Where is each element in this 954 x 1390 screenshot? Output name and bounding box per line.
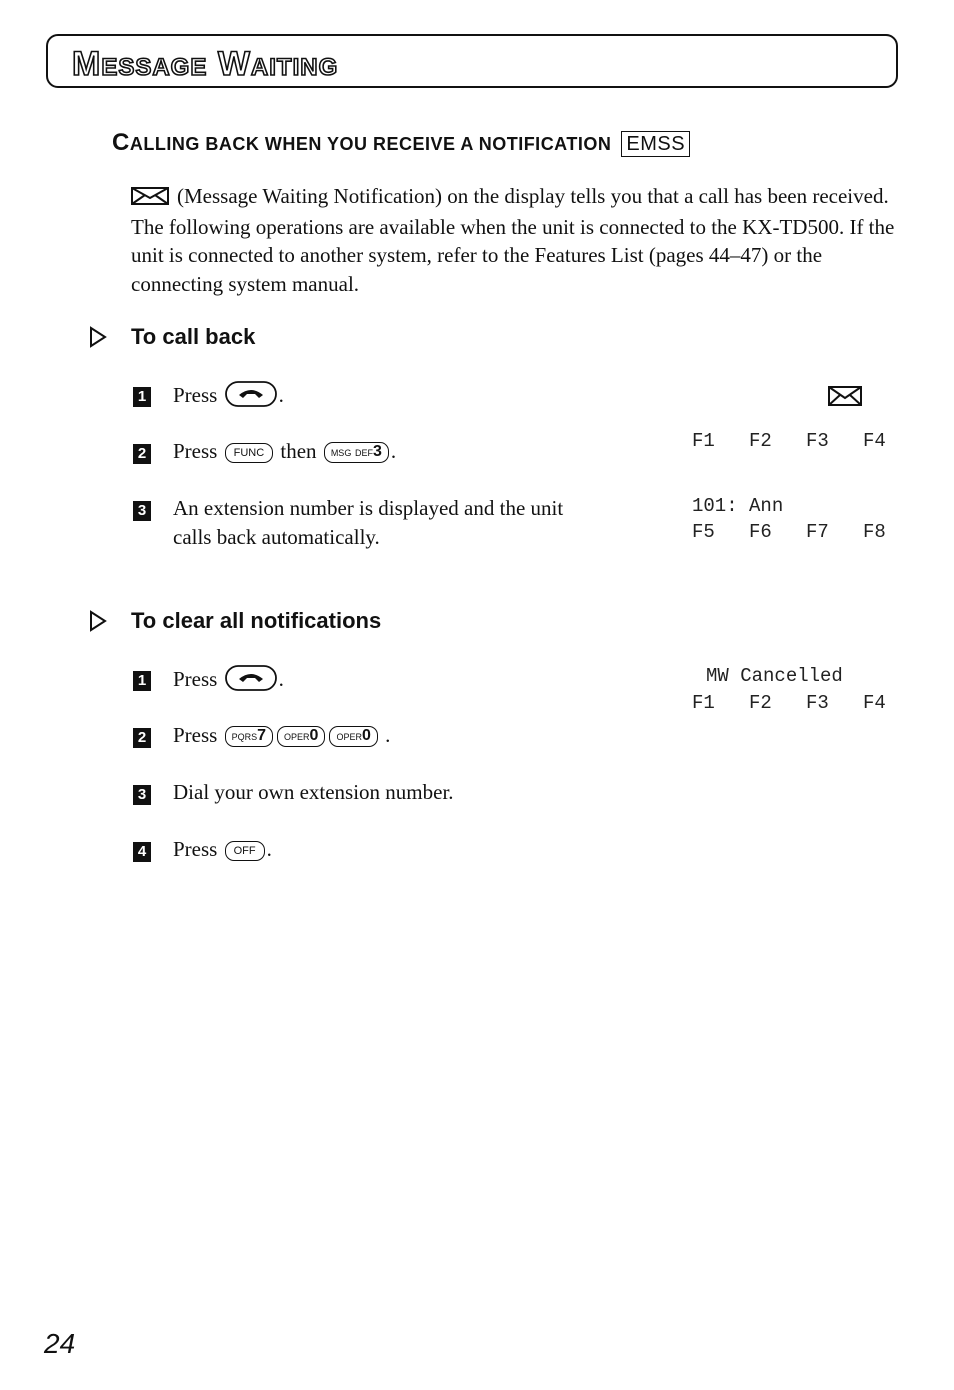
intro-paragraph: (Message Waiting Notification) on the display tells you that a call has been received. The following operations are available when the unit is connected to the KX-TD500. If the unit is connected to another system, refer to the Features List (pages 44–47) or the connecting system manual. <box>131 184 895 297</box>
clear-all-heading: To clear all notifications <box>131 608 382 633</box>
talk-button-icon <box>225 380 277 416</box>
lcd-display-row: F5 F6 F7 F8 <box>692 521 886 543</box>
call-back-step3: An extension number is displayed and the unit calls back automatically. <box>173 496 564 549</box>
lcd-display-row: F1 F2 F3 F4 <box>692 692 886 714</box>
oper-0-key: OPER0 <box>329 726 377 747</box>
triangle-bullet-icon <box>89 326 107 353</box>
clear-all-step1: Press . <box>173 664 284 700</box>
title-banner <box>46 34 898 88</box>
clear-all-step4: Press OFF . <box>173 837 272 861</box>
talk-button-icon <box>225 664 277 700</box>
step-number: 2 <box>133 444 151 464</box>
off-key: OFF <box>225 841 265 861</box>
envelope-icon <box>131 184 169 213</box>
clear-all-step2: Press PQRS7 OPER0 OPER0 . <box>173 723 391 747</box>
func-key: FUNC <box>225 443 274 463</box>
call-back-step1: Press . <box>173 380 284 416</box>
section-heading: CALLING BACK WHEN YOU RECEIVE A NOTIFICATION EMSS <box>112 128 690 159</box>
step-number: 1 <box>133 387 151 407</box>
pqrs-7-key: PQRS7 <box>225 726 273 747</box>
step-number: 3 <box>133 785 151 805</box>
clear-all-step3: Dial your own extension number. <box>173 780 454 804</box>
envelope-display-icon <box>828 386 862 411</box>
lcd-display-row: F1 F2 F3 F4 <box>692 430 886 452</box>
oper-0-key: OPER0 <box>277 726 325 747</box>
call-back-heading: To call back <box>131 324 256 349</box>
lcd-display-row: MW Cancelled <box>706 665 843 687</box>
lcd-display-row: 101: Ann <box>692 495 784 517</box>
page-number: 24 <box>44 1328 76 1359</box>
step-number: 3 <box>133 501 151 521</box>
step-number: 4 <box>133 842 151 862</box>
msg-def-3-key: MSG DEF3 <box>324 442 389 463</box>
triangle-bullet-icon <box>89 610 107 637</box>
feature-code-box: EMSS <box>621 131 690 157</box>
step-number: 2 <box>133 728 151 748</box>
page-title: MESSAGE WAITING <box>72 45 339 83</box>
step-number: 1 <box>133 671 151 691</box>
call-back-step2: Press FUNC then MSG DEF3 . <box>173 439 397 463</box>
